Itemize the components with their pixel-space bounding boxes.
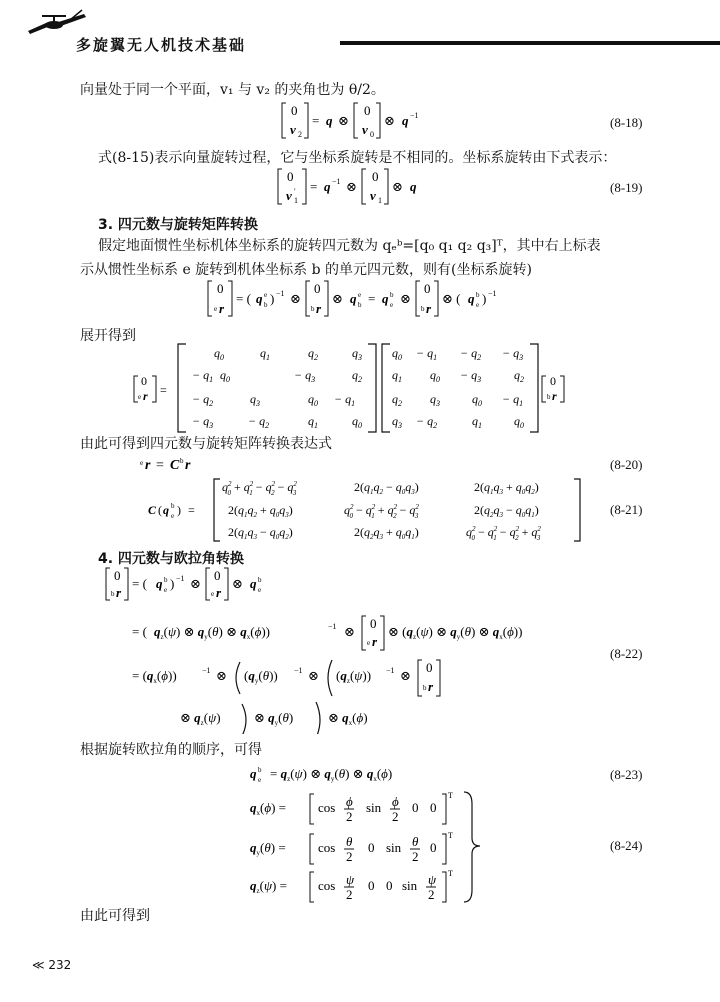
svg-text:qz(ψ) ⊗ qy(θ) ⊗ qx(ϕ)): $q_z(\psi)$ ⊗ $q_y(\theta)$ ⊗ $q_x(\phi)$) <box>154 624 270 641</box>
svg-text:v: v <box>362 122 368 137</box>
svg-text:q: q <box>250 766 257 781</box>
svg-text:q: q <box>250 576 257 591</box>
svg-text:q: q <box>402 113 409 128</box>
svg-text:q2: $q_2$ <box>392 392 402 408</box>
svg-text:− q3: − $q_3$ <box>192 414 214 430</box>
svg-text:0: 0 <box>368 878 375 893</box>
svg-text:q0: $q_0$ <box>352 414 362 430</box>
paragraph-6: 根据旋转欧拉角的顺序，可得 <box>80 742 262 758</box>
svg-text:q1: $q_1$ <box>392 368 402 384</box>
svg-text:2: 2 <box>428 887 435 902</box>
svg-text:= (: = ( <box>132 624 147 639</box>
svg-text:e: e <box>211 590 215 598</box>
svg-text:⊗: ⊗ <box>338 113 349 128</box>
svg-text:q20 − q21 − q22 + q23: $q^2$ $0 - q^2$ $1 - q^2$ $2 + q^2$ 3 <box>466 525 541 542</box>
svg-text:q1: $q_1$ <box>308 414 318 430</box>
svg-text:0: 0 <box>364 103 371 118</box>
svg-text:2(q1q2 + q0q3): $2(q_1q_2 + q_0q_3)$ <box>228 503 293 519</box>
svg-text:0: 0 <box>141 374 147 388</box>
svg-text:0: 0 <box>314 281 321 296</box>
svg-text:− q2: − $q_2$ <box>192 392 214 408</box>
svg-text:0: 0 <box>430 840 437 855</box>
svg-text:−1: −1 <box>386 666 395 675</box>
svg-text:q0: $q_0$ <box>392 346 402 362</box>
equation-number: (8-18) <box>610 115 643 130</box>
svg-text:0: 0 <box>386 878 393 893</box>
svg-text:ψ: ψ <box>428 872 437 887</box>
svg-text:b: b <box>547 393 551 401</box>
svg-text:qx(ϕ) =: $q_x(\phi)$ = <box>250 800 286 817</box>
paragraph-1: 向量处于同一个平面，v₁ 与 v₂ 的夹角也为 θ/2。 <box>80 82 385 98</box>
svg-text:1: 1 <box>378 196 382 205</box>
svg-text:e: e <box>264 291 268 299</box>
svg-text:q3: $q_3$ <box>392 414 402 430</box>
svg-text:−1: −1 <box>276 289 285 298</box>
svg-text:⊗: ⊗ <box>190 576 201 591</box>
svg-text:⊗ (: ⊗ ( <box>442 291 461 306</box>
svg-text:0: 0 <box>412 800 419 815</box>
svg-text:− q1: − $q_1$ <box>334 392 356 408</box>
svg-text:0: 0 <box>291 103 298 118</box>
svg-text:q: q <box>156 576 163 591</box>
svg-text:⊗: ⊗ <box>308 668 319 683</box>
svg-text:e: e <box>258 586 262 594</box>
svg-text:2: 2 <box>298 130 302 139</box>
svg-text:r: r <box>216 585 222 600</box>
svg-text:cos: cos <box>318 840 336 855</box>
section-heading-3: 3. 四元数与旋转矩阵转换 <box>98 217 258 233</box>
svg-text:q0: $q_0$ <box>308 392 318 408</box>
svg-text:0: 0 <box>430 800 437 815</box>
svg-text:r: r <box>185 458 191 473</box>
svg-text:2(q1q2 − q0q3): $2(q_1q_2 - q_0q_3)$ <box>354 480 419 496</box>
svg-text:⊗: ⊗ <box>290 291 301 306</box>
svg-text:qz(ψ) =: $q_z(\psi)$ = <box>250 878 287 895</box>
svg-text:e: e <box>171 512 175 520</box>
svg-text:e: e <box>138 393 142 401</box>
svg-text:b: b <box>311 305 315 313</box>
svg-text:r: r <box>316 301 322 316</box>
svg-text:0: 0 <box>370 616 377 631</box>
svg-text:q2: $q_2$ <box>514 368 524 384</box>
svg-text:e: e <box>214 305 218 313</box>
svg-text:⊗ (qz(ψ) ⊗ qy(θ) ⊗ qx(ϕ)): ⊗ ($q_z(\psi)$ ⊗ $q_y(\theta)$ ⊗ $q_x(\phi)$) <box>388 624 523 641</box>
svg-text:⊗: ⊗ <box>344 624 355 639</box>
svg-text:0: 0 <box>550 374 556 388</box>
svg-text:b: b <box>264 301 268 309</box>
svg-text:q3: $q_3$ <box>352 346 362 362</box>
svg-text:′: ′ <box>294 187 296 196</box>
svg-text:−1: −1 <box>410 111 419 120</box>
svg-text:q: q <box>256 291 263 306</box>
svg-text:0: 0 <box>217 281 224 296</box>
svg-text:⊗ qz(ψ): ⊗ $q_z(\psi)$ <box>180 710 221 727</box>
svg-text:⊗: ⊗ <box>216 668 227 683</box>
svg-text:q1: $q_1$ <box>472 414 482 430</box>
svg-text:): ) <box>482 291 487 306</box>
equation-8-19 <box>276 166 476 208</box>
svg-text:r: r <box>372 634 378 649</box>
svg-text:q0: $q_0$ <box>214 346 224 362</box>
svg-text:cos: cos <box>318 800 336 815</box>
svg-text:− q1: − $q_1$ <box>502 392 524 408</box>
svg-text:e: e <box>258 776 262 784</box>
svg-text:e: e <box>367 639 371 647</box>
svg-text:=: = <box>188 503 195 517</box>
svg-text:0: 0 <box>424 281 431 296</box>
svg-text:b: b <box>164 576 168 584</box>
svg-text:0: 0 <box>370 130 374 139</box>
equation-8-18 <box>280 100 460 142</box>
svg-text:⊗: ⊗ <box>346 179 357 194</box>
svg-text:r: r <box>116 585 122 600</box>
header-rule <box>340 41 720 45</box>
running-header-title: 多旋翼无人机技术基础 <box>76 36 247 54</box>
svg-text:2: 2 <box>346 809 353 824</box>
equation-number: (8-22) <box>610 646 643 661</box>
svg-text:C: C <box>148 503 157 517</box>
svg-text:T: T <box>448 791 453 800</box>
svg-text:0: 0 <box>426 660 433 675</box>
svg-text:q0: $q_0$ <box>472 392 482 408</box>
svg-text:b: b <box>390 291 394 299</box>
svg-text:q: q <box>410 179 417 194</box>
svg-text:e: e <box>358 291 362 299</box>
svg-text:q: q <box>350 291 357 306</box>
svg-text:= qz(ψ) ⊗ qy(θ) ⊗ qx(ϕ): = $q_z(\psi)$ ⊗ $q_y(\theta)$ ⊗ $q_x(\phi)$ <box>270 766 393 783</box>
svg-text:): ) <box>177 503 181 517</box>
svg-text:b: b <box>258 766 262 774</box>
paragraph-7: 由此可得到 <box>80 908 150 924</box>
svg-text:2(q1q3 − q0q2): $2(q_1q_3 - q_0q_2)$ <box>228 525 293 541</box>
equation-number: (8-20) <box>610 457 643 472</box>
svg-text:q2: $q_2$ <box>352 368 362 384</box>
svg-text:): ) <box>270 291 275 306</box>
paragraph-3-line-2: 示从惯性坐标系 e 旋转到机体坐标系 b 的单元四元数，则有(坐标系旋转) <box>80 262 532 278</box>
page-number: 232 <box>48 958 72 972</box>
svg-text:= (: = ( <box>236 291 251 306</box>
svg-text:q0: $q_0$ <box>430 368 440 384</box>
equation-matrix-expansion <box>130 340 580 436</box>
svg-text:⊗: ⊗ <box>384 113 395 128</box>
svg-text:θ: θ <box>412 834 419 849</box>
svg-text:T: T <box>448 831 453 840</box>
svg-text:sin: sin <box>402 878 418 893</box>
svg-text:sin: sin <box>386 840 402 855</box>
paragraph-5: 由此可得到四元数与旋转矩阵转换表达式 <box>80 436 332 452</box>
svg-text:v: v <box>290 122 296 137</box>
svg-text:(qz(ψ)): $(q_z(\psi))$ <box>336 668 372 685</box>
svg-text:q20 − q21 + q22 − q23: $q^2$ $0 - q^2$ $1 + q^2$ $2 - q^2$ 3 <box>344 503 419 520</box>
svg-text:2: 2 <box>412 849 419 864</box>
svg-text:r: r <box>428 679 434 694</box>
svg-text:e: e <box>140 459 144 467</box>
svg-text:q3: $q_3$ <box>250 392 260 408</box>
svg-text:b: b <box>180 457 184 465</box>
svg-text:2(q2q3 − q0q1): $2(q_2q_3 - q_0q_1)$ <box>474 503 539 519</box>
svg-text:): ) <box>170 576 175 591</box>
svg-text:2: 2 <box>346 887 353 902</box>
paragraph-3-line-1: 假定地面惯性坐标机体坐标系的旋转四元数为 qₑᵇ=[q₀ q₁ q₂ q₃]ᵀ，其中右上标表 <box>98 238 601 254</box>
svg-text:b: b <box>476 291 480 299</box>
svg-text:2: 2 <box>392 809 399 824</box>
svg-text:b: b <box>258 576 262 584</box>
svg-text:q3: $q_3$ <box>430 392 440 408</box>
svg-text:q: q <box>324 179 331 194</box>
equation-number: (8-24) <box>610 838 643 853</box>
svg-text:r: r <box>552 389 557 403</box>
section-heading-4: 4. 四元数与欧拉角转换 <box>98 551 244 567</box>
svg-text:q20 + q21 − q22 − q23: $q^2$ $0 + q^2$ $1 - q^2$ $2 - q^2$ 3 <box>222 480 297 497</box>
paragraph-4: 展开得到 <box>80 328 136 344</box>
svg-text:−1: −1 <box>294 666 303 675</box>
equation-number: (8-21) <box>610 502 643 517</box>
svg-text:(qy(θ)): $(q_y(\theta))$ <box>244 668 278 685</box>
svg-text:b: b <box>111 590 115 598</box>
svg-text:1: 1 <box>294 196 298 205</box>
paragraph-2: 式(8-15)表示向量旋转过程，它与坐标系旋转是不相同的。坐标系旋转由下式表示： <box>98 150 617 166</box>
svg-text:e: e <box>476 301 480 309</box>
svg-text:0: 0 <box>372 169 379 184</box>
equation-8-21 <box>148 476 598 544</box>
svg-text:q: q <box>163 503 169 517</box>
svg-text:C: C <box>170 458 180 473</box>
svg-text:⊗: ⊗ <box>392 179 403 194</box>
svg-text:⊗: ⊗ <box>232 576 243 591</box>
svg-text:⊗: ⊗ <box>400 668 411 683</box>
svg-text:r: r <box>426 301 432 316</box>
svg-text:= (qx(ϕ)): = $(q_x(\phi))$ <box>132 668 177 685</box>
svg-text:ϕ: ϕ <box>346 794 353 809</box>
equation-8-24 <box>250 786 500 906</box>
equation-number: (8-19) <box>610 180 643 195</box>
svg-text:2(q1q3 + q0q2): $2(q_1q_3 + q_0q_2)$ <box>474 480 539 496</box>
svg-text:q2: $q_2$ <box>308 346 318 362</box>
svg-text:− q1: − $q_1$ <box>416 346 438 362</box>
svg-text:− q3: − $q_3$ <box>502 346 524 362</box>
svg-text:ψ: ψ <box>346 872 355 887</box>
svg-text:− q3: − $q_3$ <box>294 368 316 384</box>
svg-text:−1: −1 <box>488 289 497 298</box>
svg-text:q: q <box>326 113 333 128</box>
svg-text:r: r <box>219 301 225 316</box>
svg-text:b: b <box>423 684 427 692</box>
svg-text:r: r <box>145 458 151 473</box>
svg-text:− q1: − $q_1$ <box>192 368 214 384</box>
equation-8-23 <box>250 762 490 786</box>
svg-text:q1: $q_1$ <box>260 346 270 362</box>
svg-text:q: q <box>382 291 389 306</box>
svg-text:T: T <box>448 869 453 878</box>
svg-text:q0: $q_0$ <box>220 368 230 384</box>
svg-text:=: = <box>160 383 167 397</box>
svg-text:−1: −1 <box>328 622 337 631</box>
svg-text:e: e <box>164 586 168 594</box>
svg-text:− q2: − $q_2$ <box>248 414 270 430</box>
equation-number: (8-23) <box>610 767 643 782</box>
svg-text:=: = <box>156 458 164 473</box>
svg-text:qy(θ) =: $q_y(\theta)$ = <box>250 840 286 857</box>
svg-text:−1: −1 <box>332 177 341 186</box>
svg-text:⊗ qy(θ): ⊗ $q_y(\theta)$ <box>254 710 294 727</box>
svg-text:⊗ qx(ϕ): ⊗ $q_x(\phi)$ <box>328 710 368 727</box>
svg-text:− q3: − $q_3$ <box>460 368 482 384</box>
svg-text:− q2: − $q_2$ <box>416 414 438 430</box>
svg-text:=: = <box>312 113 320 128</box>
svg-text:r: r <box>143 389 148 403</box>
svg-text:q: q <box>468 291 475 306</box>
svg-text:0: 0 <box>114 568 121 583</box>
svg-text:= (: = ( <box>132 576 147 591</box>
svg-text:ϕ: ϕ <box>392 794 399 809</box>
svg-text:b: b <box>358 301 362 309</box>
svg-text:v: v <box>286 188 292 203</box>
svg-text:0: 0 <box>214 568 221 583</box>
svg-text:⊗: ⊗ <box>400 291 411 306</box>
svg-text:sin: sin <box>366 800 382 815</box>
svg-text:0: 0 <box>368 840 375 855</box>
double-chevron-left-icon: ≪ <box>32 958 45 972</box>
svg-text:⊗: ⊗ <box>332 291 343 306</box>
svg-text:q0: $q_0$ <box>514 414 524 430</box>
svg-text:cos: cos <box>318 878 336 893</box>
svg-text:2: 2 <box>346 849 353 864</box>
svg-text:b: b <box>171 502 175 510</box>
svg-text:−1: −1 <box>176 574 185 583</box>
svg-text:v: v <box>370 188 376 203</box>
svg-text:−1: −1 <box>202 666 211 675</box>
svg-text:(: ( <box>158 503 162 517</box>
svg-text:0: 0 <box>287 169 294 184</box>
equation-8-20 <box>140 454 260 476</box>
equation-8-22 <box>104 564 604 734</box>
svg-text:=: = <box>310 179 318 194</box>
svg-text:− q2: − $q_2$ <box>460 346 482 362</box>
equation-coordinate-rotation <box>206 278 546 322</box>
svg-text:e: e <box>390 301 394 309</box>
svg-text:θ: θ <box>346 834 353 849</box>
svg-text:=: = <box>368 291 376 306</box>
svg-text:2(q2q3 + q0q1): $2(q_2q_3 + q_0q_1)$ <box>354 525 419 541</box>
page-footer <box>32 958 71 972</box>
svg-text:b: b <box>421 305 425 313</box>
